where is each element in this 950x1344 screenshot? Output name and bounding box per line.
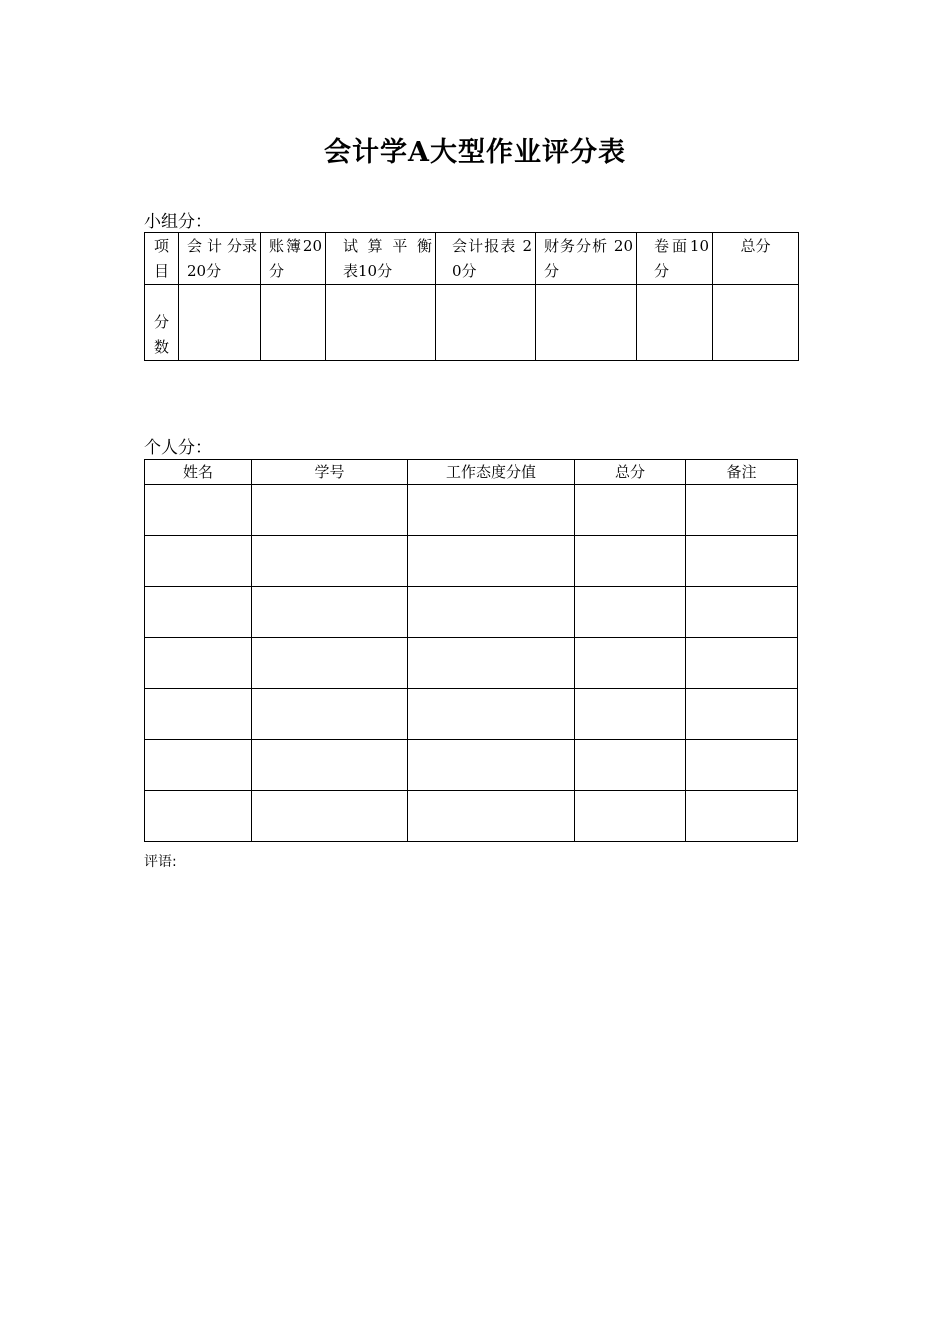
attitude-score-cell[interactable] — [408, 485, 575, 536]
col-header-journal-entries: 会 计 分录20分 — [179, 233, 261, 285]
attitude-score-cell[interactable] — [408, 536, 575, 587]
score-cell-journal-entries[interactable] — [179, 285, 261, 361]
score-cell-financial-statements[interactable] — [436, 285, 536, 361]
notes-cell[interactable] — [686, 485, 798, 536]
student-id-cell[interactable] — [252, 536, 408, 587]
group-score-table — [144, 232, 799, 361]
notes-cell[interactable] — [686, 689, 798, 740]
col-header-financial-analysis: 财务分析 20分 — [536, 233, 637, 285]
individual-header-row — [145, 460, 798, 485]
col-header-total: 总分 — [575, 460, 686, 485]
attitude-score-cell[interactable] — [408, 587, 575, 638]
attitude-score-cell[interactable] — [408, 689, 575, 740]
name-cell[interactable] — [145, 587, 252, 638]
name-cell[interactable] — [145, 485, 252, 536]
attitude-score-cell[interactable] — [408, 638, 575, 689]
total-cell[interactable] — [575, 791, 686, 842]
student-id-cell[interactable] — [252, 740, 408, 791]
col-header-notes: 备注 — [686, 460, 798, 485]
table-row — [145, 791, 798, 842]
page-title: 会计学A大型作业评分表 — [324, 137, 626, 168]
col-header-total: 总分 — [713, 233, 799, 285]
row-header-score: 分数 — [145, 285, 179, 361]
col-header-ledger: 账簿20分 — [261, 233, 326, 285]
remarks-label: 评语: — [144, 854, 177, 870]
name-cell[interactable] — [145, 740, 252, 791]
student-id-cell[interactable] — [252, 689, 408, 740]
table-row — [145, 536, 798, 587]
score-cell-trial-balance[interactable] — [326, 285, 436, 361]
group-header-row — [145, 233, 799, 285]
student-id-cell[interactable] — [252, 638, 408, 689]
table-row — [145, 587, 798, 638]
student-id-cell[interactable] — [252, 791, 408, 842]
col-header-financial-statements: 会计报表 20分 — [436, 233, 536, 285]
individual-score-label: 个人分： — [144, 438, 212, 458]
total-cell[interactable] — [575, 536, 686, 587]
notes-cell[interactable] — [686, 638, 798, 689]
total-cell[interactable] — [575, 689, 686, 740]
individual-score-table — [144, 459, 798, 842]
notes-cell[interactable] — [686, 740, 798, 791]
total-cell[interactable] — [575, 485, 686, 536]
total-cell[interactable] — [575, 638, 686, 689]
score-cell-total[interactable] — [713, 285, 799, 361]
student-id-cell[interactable] — [252, 587, 408, 638]
group-score-row — [145, 285, 799, 361]
total-cell[interactable] — [575, 740, 686, 791]
col-header-presentation: 卷面10分 — [637, 233, 713, 285]
name-cell[interactable] — [145, 689, 252, 740]
notes-cell[interactable] — [686, 587, 798, 638]
col-header-name: 姓名 — [145, 460, 252, 485]
table-row — [145, 638, 798, 689]
score-cell-presentation[interactable] — [637, 285, 713, 361]
table-row — [145, 485, 798, 536]
table-row — [145, 740, 798, 791]
name-cell[interactable] — [145, 638, 252, 689]
score-cell-financial-analysis[interactable] — [536, 285, 637, 361]
col-header-student-id: 学号 — [252, 460, 408, 485]
row-header-item: 项目 — [145, 233, 179, 285]
score-cell-ledger[interactable] — [261, 285, 326, 361]
total-cell[interactable] — [575, 587, 686, 638]
attitude-score-cell[interactable] — [408, 740, 575, 791]
student-id-cell[interactable] — [252, 485, 408, 536]
col-header-attitude-score: 工作态度分值 — [408, 460, 575, 485]
name-cell[interactable] — [145, 791, 252, 842]
notes-cell[interactable] — [686, 536, 798, 587]
name-cell[interactable] — [145, 536, 252, 587]
notes-cell[interactable] — [686, 791, 798, 842]
table-row — [145, 689, 798, 740]
group-score-label: 小组分： — [144, 212, 212, 232]
col-header-trial-balance: 试 算 平 衡表10分 — [326, 233, 436, 285]
attitude-score-cell[interactable] — [408, 791, 575, 842]
